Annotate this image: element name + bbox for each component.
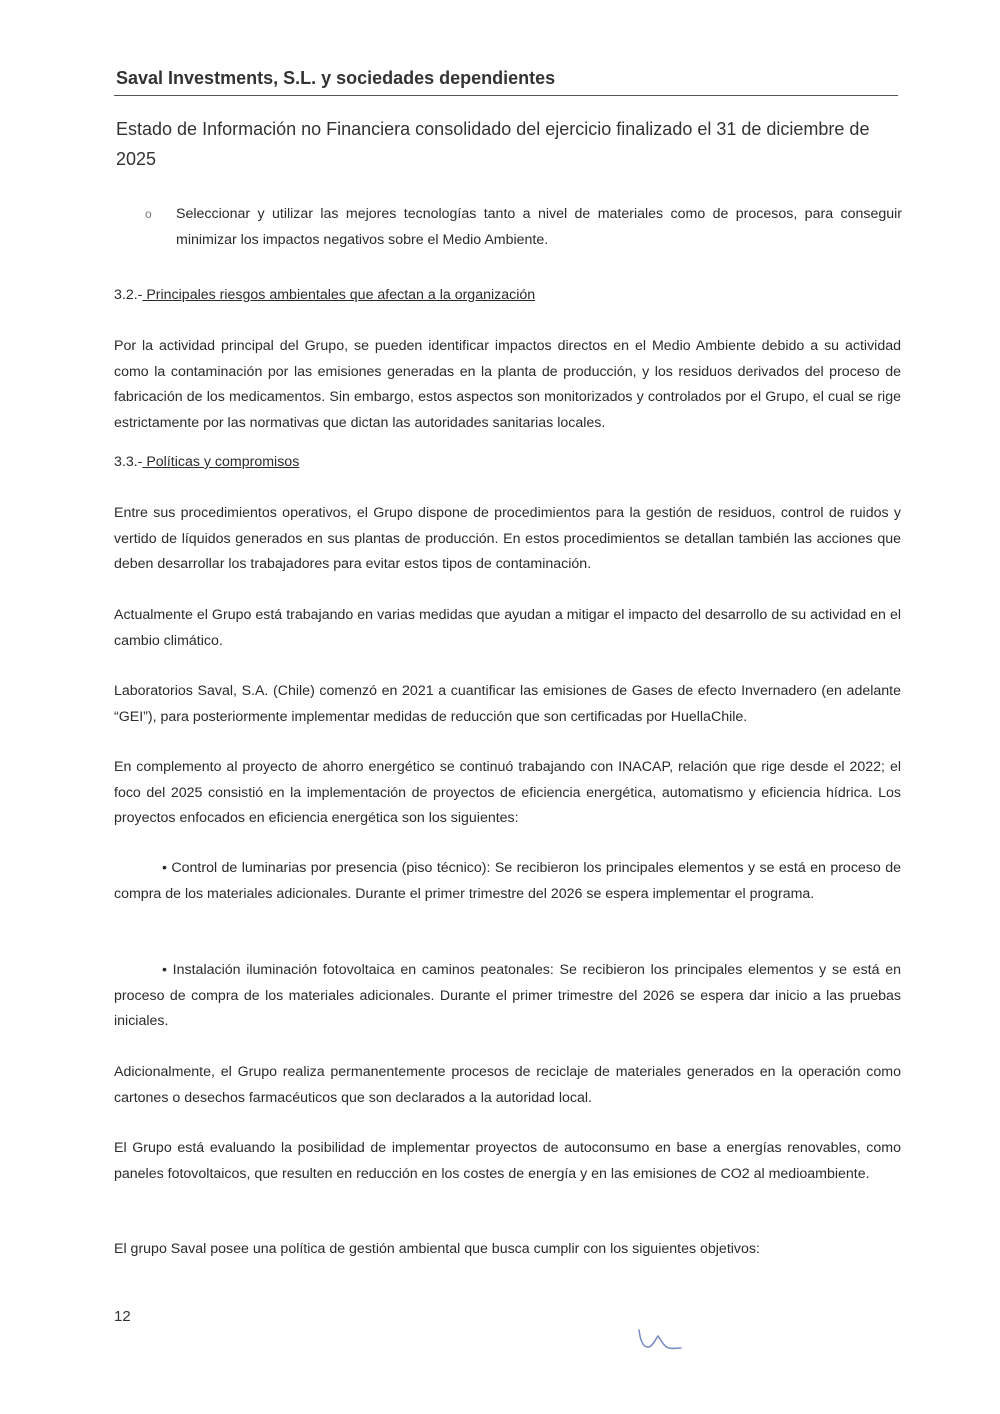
handwritten-initials-icon <box>636 1328 684 1354</box>
section-heading-3-3 <box>114 451 299 473</box>
paragraph-energy-savings: En complemento al proyecto de ahorro energético se continuó trabajando con INACAP, relación que rige desde el 2022; el foco del 2025 consistió en la implementación de proyectos de eficiencia energética, automatismo y eficiencia hídrica. Los proyectos enfocados en eficiencia energética son los siguientes: <box>114 759 901 826</box>
list-item-photovoltaic-lighting: • Instalación iluminación fotovoltaica en caminos peatonales: Se recibieron los principales elementos y se está en proceso de compra de los materiales adicionales. Durante el primer trimestre del 2026 se espera dar inicio a las pruebas iniciales. <box>114 962 901 1029</box>
paragraph-climate: Actualmente el Grupo está trabajando en varias medidas que ayudan a mitigar el impacto del desarrollo de su actividad en el cambio climático. <box>114 607 901 649</box>
intro-bullet-text: Seleccionar y utilizar las mejores tecnologías tanto a nivel de materiales como de procesos, para conseguir minimizar los impactos negativos sobre el Medio Ambiente. <box>176 206 902 248</box>
section-heading-3-2 <box>114 284 535 306</box>
section-title: Políticas y compromisos <box>142 454 300 470</box>
paragraph-policy-objectives: El grupo Saval posee una política de gestión ambiental que busca cumplir con los siguientes objetivos: <box>114 1241 760 1257</box>
section-title: Principales riesgos ambientales que afectan a la organización <box>142 287 536 303</box>
paragraph-renewables: El Grupo está evaluando la posibilidad de implementar proyectos de autoconsumo en base a energías renovables, como paneles fotovoltaicos, que resulten en reducción en los costes de energía y en las emisiones de CO2 al medioambiente. <box>114 1140 901 1182</box>
report-title: Estado de Información no Financiera consolidado del ejercicio finalizado el 31 de diciembre de 2025 <box>116 119 870 169</box>
paragraph-risks: Por la actividad principal del Grupo, se pueden identificar impactos directos en el Medio Ambiente debido a su actividad como la contaminación por las emisiones generadas en la planta de producción, y los residuos derivados del proceso de fabricación de los medicamentos. Sin embargo, estos aspectos son monitorizados y controlados por el Grupo, el cual se rige estrictamente por las normativas que dictan las autoridades sanitarias locales. <box>114 338 901 431</box>
section-number: 3.2.- <box>114 287 143 303</box>
section-number: 3.3.- <box>114 454 143 470</box>
paragraph-recycling: Adicionalmente, el Grupo realiza permanentemente procesos de reciclaje de materiales generados en la operación como cartones o desechos farmacéuticos que son declarados a la autoridad local. <box>114 1064 901 1106</box>
company-name: Saval Investments, S.L. y sociedades dependientes <box>116 68 556 88</box>
intro-bullet-item <box>145 202 902 253</box>
paragraph-emissions: Laboratorios Saval, S.A. (Chile) comenzó en 2021 a cuantificar las emisiones de Gases de efecto Invernadero (en adelante “GEI”), para posteriormente implementar medidas de reducción que son certificadas por HuellaChile. <box>114 683 901 725</box>
header-rule <box>114 95 898 96</box>
list-item-lighting-control: • Control de luminarias por presencia (piso técnico): Se recibieron los principales elementos y se está en proceso de compra de los materiales adicionales. Durante el primer trimestre del 2026 se espera implementar el programa. <box>114 860 901 902</box>
page-number: 12 <box>114 1308 131 1325</box>
paragraph-procedures: Entre sus procedimientos operativos, el Grupo dispone de procedimientos para la gestión de residuos, control de ruidos y vertido de líquidos generados en sus plantas de producción. En estos procedimientos se detallan también las acciones que deben desarrollar los trabajadores para evitar estos tipos de contaminación. <box>114 505 901 572</box>
circle-bullet-icon: o <box>145 207 152 221</box>
